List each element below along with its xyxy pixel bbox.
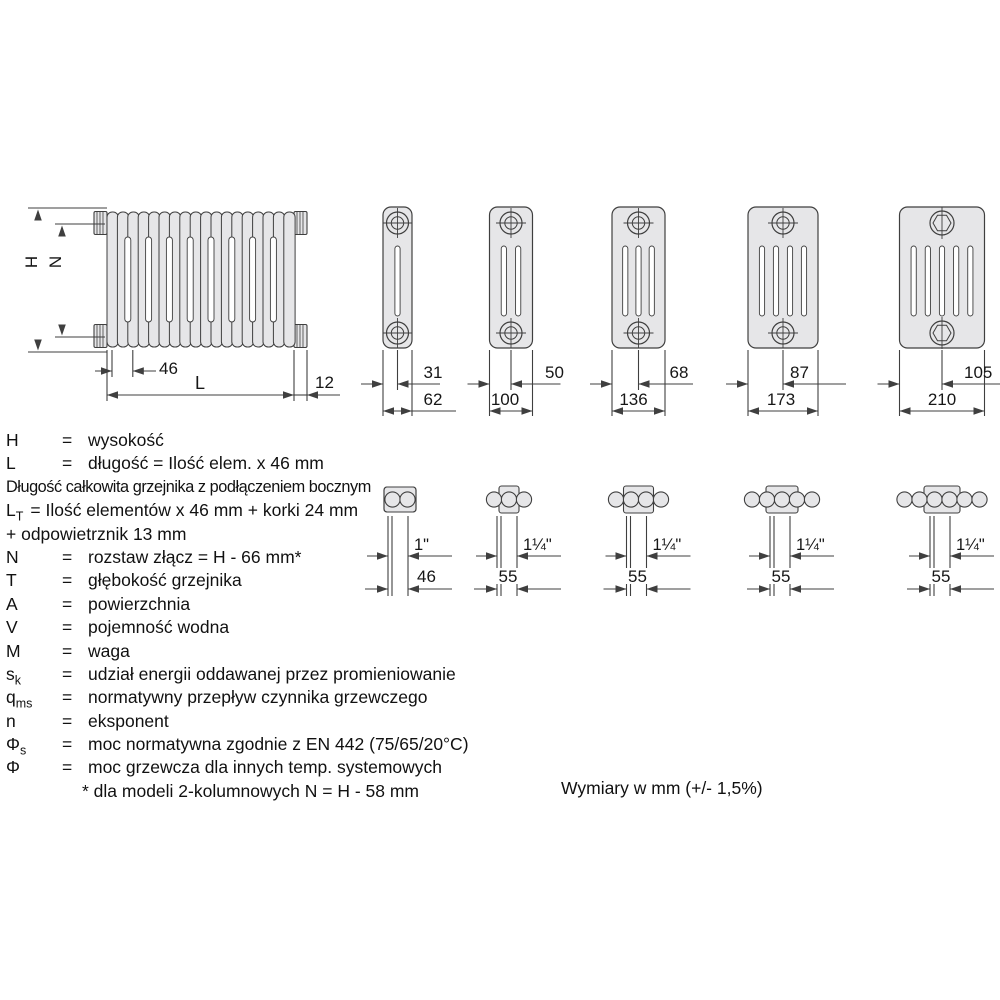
legend-text: moc normatywna zgodnie z EN 442 (75/65/20°C): [88, 734, 469, 755]
half-width-label: 68: [669, 363, 689, 382]
full-width-label: 100: [490, 390, 520, 409]
legend-row-area: [6, 593, 486, 616]
equals-sign: =: [62, 430, 73, 450]
pitch-label: 55: [628, 567, 647, 586]
legend-symbol: $s_k$: [6, 663, 21, 688]
legend-text: moc grzewcza dla innych temp. systemowych: [88, 757, 443, 778]
element-width-label: 46: [159, 359, 178, 378]
legend-row-joint-spacing: [6, 546, 486, 569]
legend-text: długość = Ilość elem. x 46 mm: [88, 453, 324, 474]
top-view-5-column: [744, 486, 834, 596]
legend-row-air-vent: [6, 523, 486, 546]
equals-sign: =: [62, 617, 73, 638]
half-width-label: 87: [790, 363, 809, 382]
legend-text: = Ilość elementów x 46 mm + korki 24 mm: [30, 500, 359, 521]
legend-row-total-length-caption: [6, 476, 486, 499]
legend-symbol: N: [6, 546, 19, 567]
legend-text: pojemność wodna: [88, 617, 230, 638]
legend-text: rozstaw złącz = H - 66 mm*: [88, 546, 302, 567]
half-width-label: 50: [545, 363, 564, 382]
units-note: Wymiary w mm (+/- 1,5%): [561, 778, 763, 798]
equals-sign: =: [62, 546, 73, 567]
side-view-6-column: [878, 207, 1000, 416]
full-width-label: 210: [927, 390, 957, 409]
side-view-3-column: [468, 207, 564, 416]
legend-row-water-capacity: [6, 616, 486, 639]
top-view-3-column: [474, 486, 561, 596]
full-width-label: 173: [766, 390, 796, 409]
side-view-4-column: [590, 207, 693, 416]
pitch-label: 46: [417, 567, 436, 586]
pitch-label: 55: [771, 567, 791, 586]
legend-text: powierzchnia: [88, 593, 191, 614]
legend-text: normatywny przepływ czynnika grzewczego: [88, 687, 428, 708]
legend-row-exponent: [6, 710, 486, 733]
legend-row-flow: [6, 686, 486, 709]
legend-symbol: $L_T$: [6, 500, 24, 524]
legend-symbol: Φ: [6, 757, 20, 778]
thread-size-label: 1¼": [956, 536, 985, 554]
side-connection-label: 12: [315, 373, 334, 392]
legend-text: Długość całkowita grzejnika z podłączeniem bocznym: [6, 477, 371, 496]
equals-sign: =: [62, 570, 73, 591]
legend-row-height: [6, 429, 486, 452]
equals-sign: =: [62, 593, 73, 614]
height-label: H: [21, 255, 41, 269]
legend-symbol: H: [6, 430, 19, 450]
legend-row-nominal-power: [6, 733, 486, 756]
full-width-label: 62: [423, 390, 443, 409]
thread-size-label: 1¼": [652, 536, 682, 554]
legend-symbol: A: [6, 593, 18, 614]
thread-size-label: 1¼": [796, 536, 825, 554]
legend-symbol: M: [6, 640, 21, 661]
legend-row-heating-power: [6, 756, 486, 779]
equals-sign: =: [62, 663, 73, 684]
top-view-6-column: [897, 486, 994, 596]
legend-symbol: V: [6, 617, 18, 638]
joint-spacing-label: N: [45, 255, 65, 269]
equals-sign: =: [62, 687, 73, 708]
legend-symbol: $\Phi_s$: [6, 734, 27, 758]
legend-text: wysokość: [88, 430, 164, 450]
front-view: [22, 208, 340, 401]
equals-sign: =: [62, 757, 73, 778]
half-width-label: 31: [423, 363, 443, 382]
legend-row-weight: [6, 640, 486, 663]
legend-row-depth: [6, 569, 486, 592]
legend-text: eksponent: [88, 710, 169, 731]
legend-footnote: [6, 780, 486, 803]
legend-text: + odpowietrznik 13 mm: [6, 523, 187, 544]
thread-size-label: 1¼": [523, 536, 552, 554]
side-view-5-column: [726, 207, 846, 416]
pitch-label: 55: [498, 567, 518, 586]
legend-symbol: T: [6, 570, 17, 591]
side-view-2-column: [361, 207, 456, 416]
legend-row-radiation-share: [6, 663, 486, 686]
equals-sign: =: [62, 453, 73, 474]
legend-row-length: [6, 452, 486, 475]
legend-text: waga: [88, 640, 130, 661]
legend-symbol: $q_{ms}$: [6, 687, 33, 711]
full-width-label: 136: [619, 390, 648, 409]
half-width-label: 105: [964, 363, 993, 382]
length-label: L: [194, 373, 206, 393]
equals-sign: =: [62, 734, 73, 755]
pitch-label: 55: [931, 567, 951, 586]
legend-text: udział energii oddawanej przez promieniowanie: [88, 663, 456, 684]
top-view-4-column: [604, 486, 691, 596]
legend-text: * dla modeli 2-kolumnowych N = H - 58 mm: [82, 780, 419, 801]
legend-symbol: n: [6, 710, 16, 731]
equals-sign: =: [62, 710, 73, 731]
equals-sign: =: [62, 640, 73, 661]
legend-row-total-length-formula: [6, 499, 486, 522]
legend-symbol: L: [6, 453, 16, 474]
thread-size-label: 1": [414, 536, 430, 554]
legend-text: głębokość grzejnika: [88, 570, 242, 591]
legend: [6, 429, 486, 803]
